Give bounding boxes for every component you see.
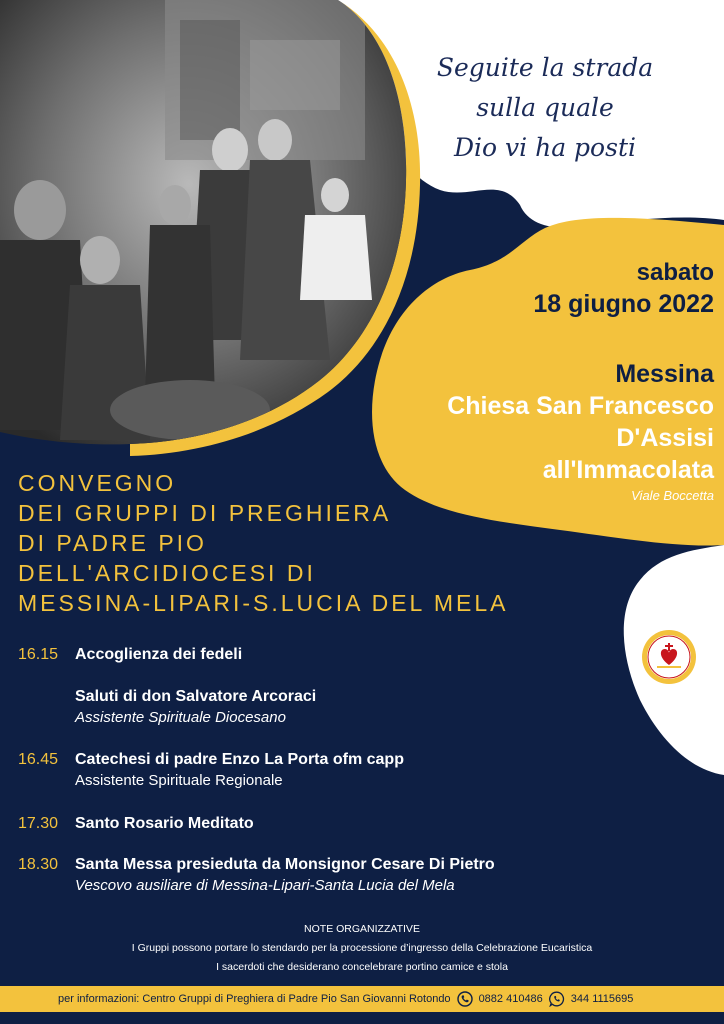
program-time: 16.45 [18,751,59,768]
notes-line: I Gruppi possono portare lo stendardo per la processione d’ingresso della Celebrazione Eucaristica [131,942,593,954]
venue-street: Viale Boccetta [631,488,714,503]
title-line: DELL'ARCIDIOCESI DI [18,560,316,586]
whatsapp-icon [549,991,565,1007]
prayer-group-logo [641,629,697,685]
footer-info: per informazioni: Centro Gruppi di Preghiera di Padre Pio San Giovanni Rotondo [58,993,451,1005]
event-date [533,258,714,320]
program-title: Saluti di don Salvatore Arcoraci [75,688,317,705]
footer-phone[interactable]: 0882 410486 [478,993,543,1005]
program-title: Santa Messa presieduta da Monsignor Cesare Di Pietro [75,856,495,873]
program-title: Catechesi di padre Enzo La Porta ofm capp [75,751,404,768]
footer-content [58,986,633,1012]
program-subtitle: Vescovo ausiliare di Messina-Lipari-Santa Lucia del Mela [75,877,455,894]
historic-photo [0,0,420,460]
notes-heading: NOTE ORGANIZZATIVE [304,923,420,935]
event-title [18,468,509,618]
program-title: Santo Rosario Meditato [75,815,254,832]
program-subtitle: Assistente Spirituale Diocesano [75,709,286,726]
motto-line: Dio vi ha posti [454,133,636,162]
motto-line: Seguite la strada [436,53,654,82]
title-line: CONVEGNO [18,470,177,496]
venue-line: D'Assisi [616,424,714,452]
venue-city: Messina [615,360,714,388]
venue-line: Chiesa San Francesco [447,392,714,420]
program-time: 17.30 [18,815,59,832]
date-day: sabato [636,259,714,286]
title-line: DI PADRE PIO [18,530,207,556]
title-line: MESSINA-LIPARI-S.LUCIA DEL MELA [18,590,509,616]
title-line: DEI GRUPPI DI PREGHIERA [18,500,392,526]
venue-line: all'Immacolata [542,456,714,484]
program-subtitle: Assistente Spirituale Regionale [75,772,283,789]
info-footer [0,986,724,1012]
motto-line: sulla quale [476,93,614,122]
program-time: 18.30 [18,856,59,873]
footer-whatsapp[interactable]: 344 1115695 [570,993,634,1005]
program-title: Accoglienza dei fedeli [75,646,243,663]
notes-line: I sacerdoti che desiderano concelebrare portino camice e stola [216,961,508,973]
phone-icon [457,991,473,1007]
date-full: 18 giugno 2022 [533,290,714,318]
organizational-notes [0,920,724,977]
program-time: 16.15 [18,646,59,663]
motto [400,48,690,168]
